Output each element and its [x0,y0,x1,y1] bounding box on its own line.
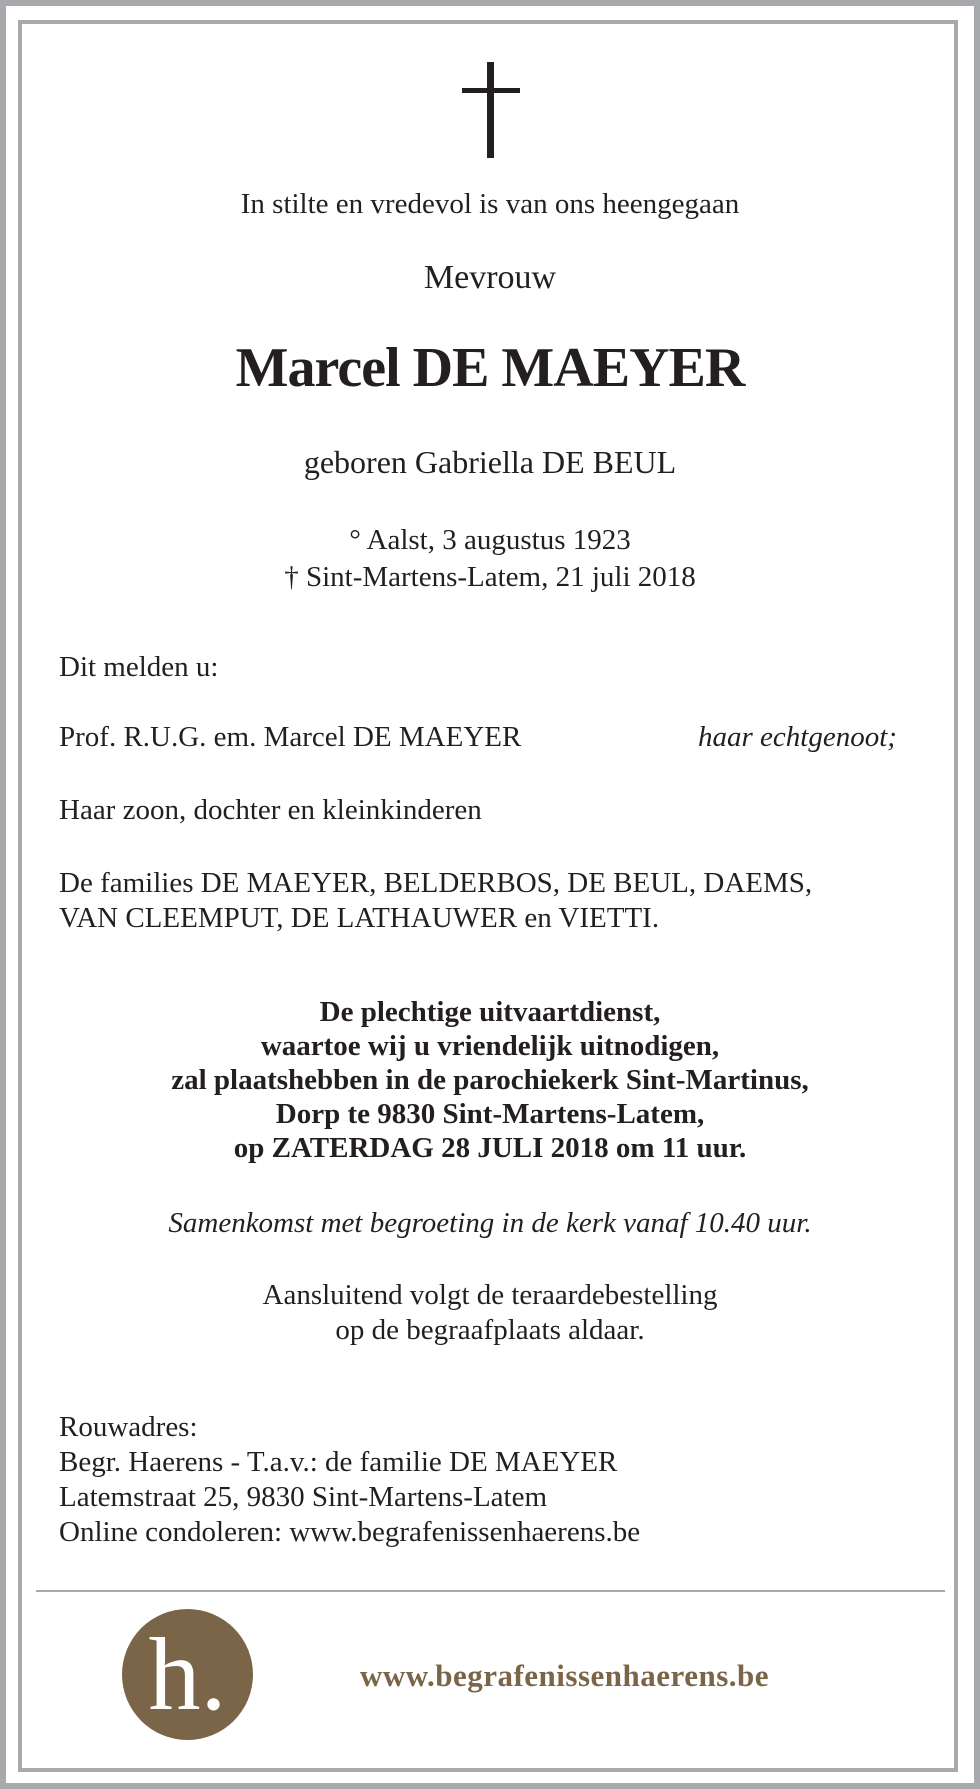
service-line: op ZATERDAG 28 JULI 2018 om 11 uur. [233,1132,747,1164]
deceased-name: Marcel DE MAEYER [235,337,745,399]
family-intro: Dit melden u: [59,651,219,683]
address-line: Online condoleren: www.begrafenissenhaerens.be [59,1516,641,1548]
maiden-name: geboren Gabriella DE BEUL [303,444,677,480]
website-link[interactable]: www.begrafenissenhaerens.be [360,1658,770,1693]
burial-note [0,1278,980,1348]
cross-icon [462,62,520,158]
footer-divider [36,1590,945,1592]
address-line: Begr. Haerens - T.a.v.: de familie DE MAEYER [59,1446,618,1478]
funeral-home-logo [122,1609,253,1740]
service-line: De plechtige uitvaartdienst, [319,996,661,1028]
service-line: Dorp te 9830 Sint-Martens-Latem, [275,1098,705,1130]
gathering-note: Samenkomst met begroeting in de kerk vanaf 10.40 uur. [168,1207,812,1239]
families-line: VAN CLEEMPUT, DE LATHAUWER en VIETTI. [59,902,660,934]
service-announcement [0,995,980,1165]
spouse-role: haar echtgenoot; [698,721,897,753]
burial-line: op de begraafplaats aldaar. [335,1314,645,1346]
families-block [59,866,812,936]
spouse-name: Prof. R.U.G. em. Marcel DE MAEYER [59,721,522,753]
intro-text: In stilte en vredevol is van ons heengegaan [240,188,740,220]
logo-letter: h. [148,1617,227,1732]
title-mevrouw: Mevrouw [423,259,557,296]
service-line: waartoe wij u vriendelijk uitnodigen, [260,1030,720,1062]
burial-line: Aansluitend volgt de teraardebestelling [262,1279,718,1311]
death-date: † Sint-Martens-Latem, 21 juli 2018 [284,561,696,593]
families-line: De families DE MAEYER, BELDERBOS, DE BEUL, DAEMS, [59,867,813,899]
address-line: Latemstraat 25, 9830 Sint-Martens-Latem [59,1481,548,1513]
service-line: zal plaatshebben in de parochiekerk Sint-Martinus, [171,1064,809,1096]
dates-block [0,522,980,596]
mourning-address [59,1410,640,1550]
address-label: Rouwadres: [59,1411,198,1443]
birth-date: ° Aalst, 3 augustus 1923 [349,524,631,556]
children-line: Haar zoon, dochter en kleinkinderen [59,794,482,826]
